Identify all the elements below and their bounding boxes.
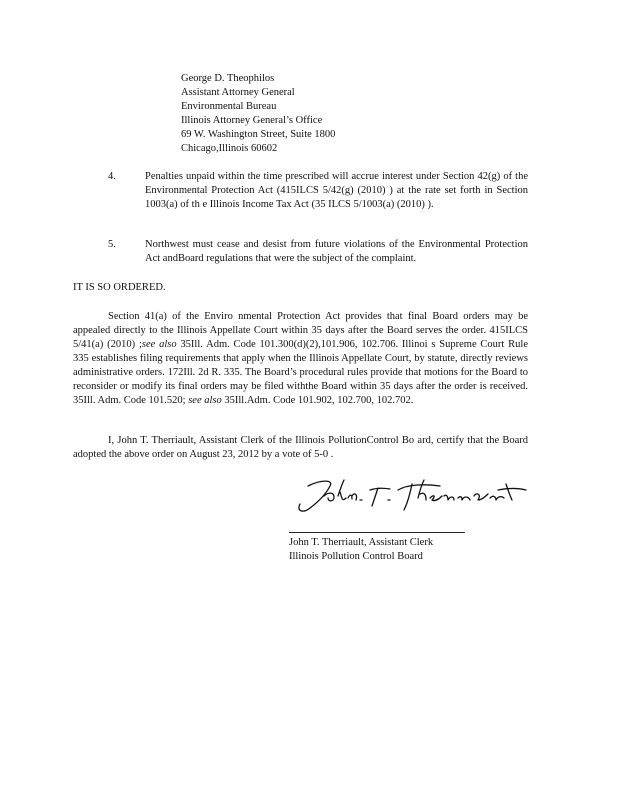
it-is-so-ordered: IT IS SO ORDERED. xyxy=(73,282,166,293)
order-item-4 xyxy=(108,170,528,212)
signer-organization: Illinois Pollution Control Board xyxy=(289,551,423,562)
signature-line xyxy=(289,532,465,533)
signer-block xyxy=(289,536,433,564)
counsel-address-block xyxy=(181,72,335,156)
handwritten-signature xyxy=(290,472,530,520)
address-line: Chicago,Illinois 60602 xyxy=(181,143,278,154)
address-line: Environmental Bureau xyxy=(181,101,277,112)
address-line: Illinois Attorney General’s Office xyxy=(181,115,323,126)
appeal-text-3: 35Ill.Adm. Code 101.902, 102.700, 102.702. xyxy=(221,395,414,406)
address-line: 69 W. Washington Street, Suite 1800 xyxy=(181,129,336,140)
see-also-2: see also xyxy=(188,395,222,406)
item-number: 5. xyxy=(108,239,116,250)
appeal-paragraph xyxy=(73,310,528,408)
see-also-1: see also xyxy=(141,339,177,350)
address-line: Assistant Attorney General xyxy=(181,87,295,98)
order-item-5 xyxy=(108,238,528,266)
address-line: George D. Theophilos xyxy=(181,73,275,84)
item-text: Penalties unpaid within the time prescribed will accrue interest under Section 42(g) of the Environmental Protection Act (415ILCS 5/42(g) (2010) ) at the rate set forth in Section 1003(a) of th e Illinois Income Tax Act (35 ILCS 5/1003(a) (2010) ). xyxy=(145,171,528,210)
signer-name: John T. Therriault, Assistant Clerk xyxy=(289,537,434,548)
appeal-text-2: 35Ill. Adm. Code 101.300(d)(2),101.906, 102.706. Illinoi s Supreme Court Rule 335 establishes filing requirements that apply when the Illinois Appellate Court, by statute, directly reviews administrative orders. 172Ill. 2d R. 335. The Board’s procedural rules provide that motions for the Board to reconsider or modify its final orders may be filed withthe Board within 35 days after the order is received. 35Ill. Adm. Code 101.520; xyxy=(73,339,528,406)
appeal-text-1: Section 41(a) of the Enviro nmental Protection Act provides that final Board orders may be appealed directly to the Illinois Appellate Court within 35 days after the Board serves the order. 415ILCS 5/41(a) (2010) ; xyxy=(73,311,528,350)
item-text: Northwest must cease and desist from future violations of the Environmental Protection Act andBoard regulations that were the subject of the complaint. xyxy=(145,239,528,264)
certification-paragraph: I, John T. Therriault, Assistant Clerk of the Illinois PollutionControl Bo ard, certify that the Board adopted the above order on August 23, 2012 by a vote of 5-0 . xyxy=(73,435,528,460)
item-number: 4. xyxy=(108,171,116,182)
